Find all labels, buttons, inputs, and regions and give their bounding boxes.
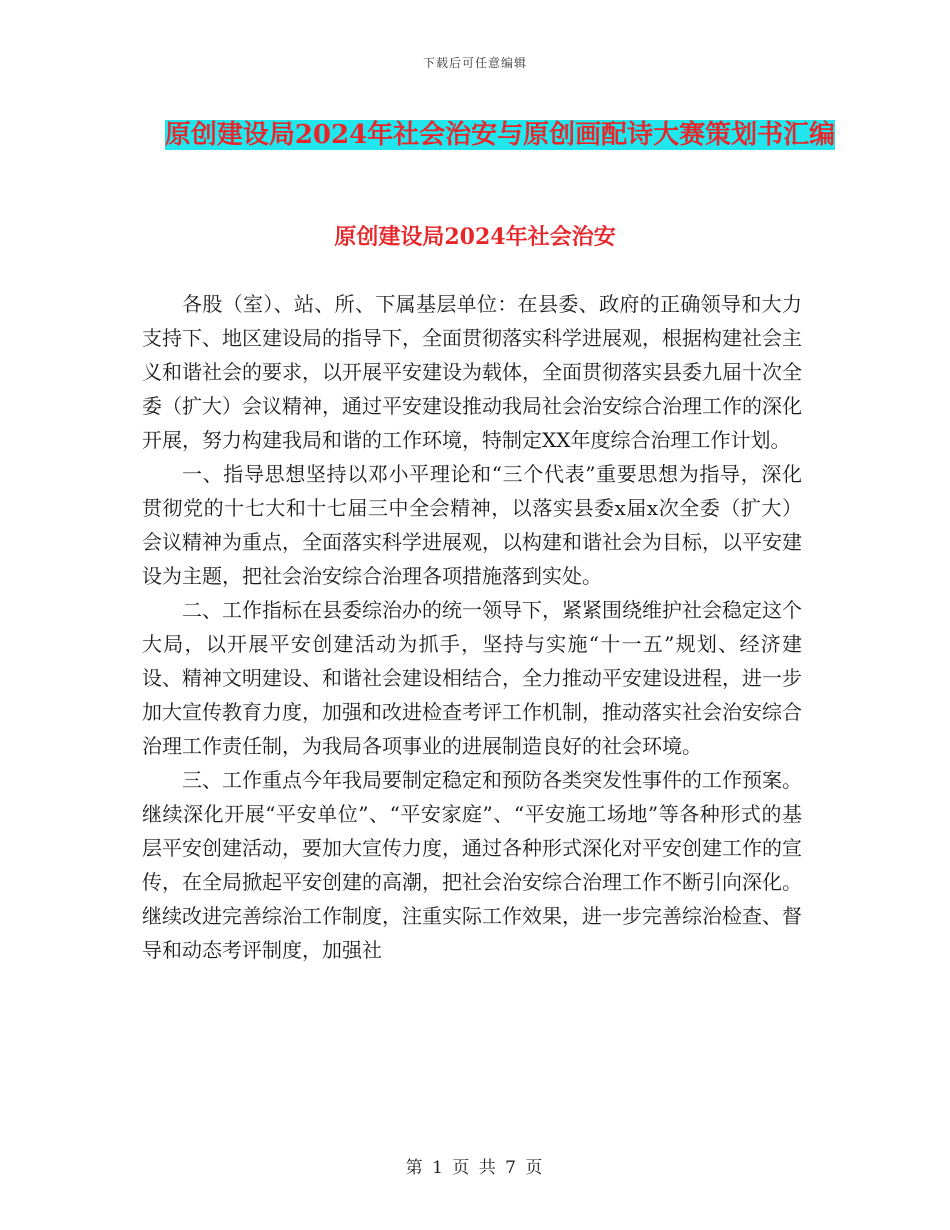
section-title: 原创建设局2024年社会治安 <box>334 224 616 250</box>
document-title <box>150 112 850 158</box>
paragraph-intro: 各股（室）、站、所、下属基层单位：在县委、政府的正确领导和大力支持下、地区建设局的指导下，全面贯彻落实科学进展观，根据构建社会主义和谐社会的要求，以开展平安建设为载体，全面贯彻落实县委九届十次全委（扩大）会议精神，通过平安建设推动我局社会治安综合治理工作的深化开展，努力构建我局和谐的工作环境，特制定XX年度综合治理工作计划。 <box>142 292 802 452</box>
paragraph-work-targets: 二、工作指标在县委综治办的统一领导下，紧紧围绕维护社会稳定这个大局，以开展平安创建活动为抓手，坚持与实施“十一五”规划、经济建设、精神文明建设、和谐社会建设相结合，全力推动平安建设进程，进一步加大宣传教育力度，加强和改进检查考评工作机制，推动落实社会治安综合治理工作责任制，为我局各项事业的进展制造良好的社会环境。 <box>142 598 802 758</box>
document-title-text: 原创建设局2024年社会治安与原创画配诗大赛策划书汇编 <box>164 120 836 150</box>
paragraph-guiding-thought: 一、指导思想坚持以邓小平理论和“三个代表”重要思想为指导，深化贯彻党的十七大和十七届三中全会精神，以落实县委x届x次全委（扩大）会议精神为重点，全面落实科学进展观，以构建和谐社会为目标，以平安建设为主题，把社会治安综合治理各项措施落到实处。 <box>142 462 802 588</box>
paragraph-work-focus: 三、工作重点今年我局要制定稳定和预防各类突发性事件的工作预案。继续深化开展“平安单位”、“平安家庭”、“平安施工场地”等各种形式的基层平安创建活动，要加大宣传力度，通过各种形式深化对平安创建工作的宣传，在全局掀起平安创建的高潮，把社会治安综合治理工作不断引向深化。继续改进完善综治工作制度，注重实际工作效果，进一步完善综治检查、督导和动态考评制度，加强社 <box>142 768 802 962</box>
page-number-footer: 第 1 页 共 7 页 <box>405 1158 545 1178</box>
document-body <box>142 287 802 967</box>
header-note: 下载后可任意编辑 <box>422 56 527 70</box>
